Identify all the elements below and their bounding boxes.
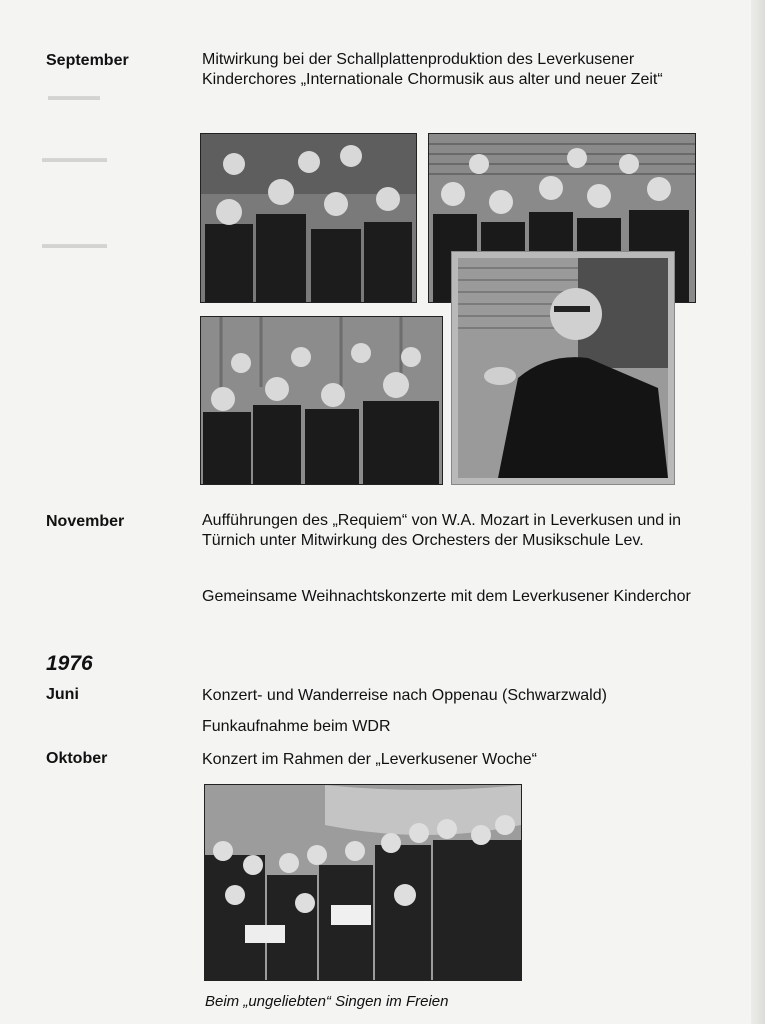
choir-photo-3-image: [201, 317, 442, 484]
conductor-photo: [452, 252, 674, 484]
choir-photo-3: [200, 316, 443, 485]
outdoor-choir-photo-image: [205, 785, 521, 980]
month-juni: Juni: [46, 686, 79, 703]
month-november: November: [46, 513, 125, 530]
choir-photo-1-image: [201, 134, 416, 302]
november-text-2: Gemeinsame Weihnachtskonzerte mit dem Leverkusener Kinderchor: [202, 588, 691, 605]
photo-caption: Beim „ungeliebten“ Singen im Freien: [205, 993, 449, 1010]
juni-text-2: Funkaufnahme beim WDR: [202, 718, 391, 735]
bleed-through: ▬▬▬▬▬: [42, 236, 107, 251]
bleed-through: ▬▬▬▬: [48, 88, 100, 103]
bleed-through: ▬▬▬▬▬: [42, 150, 107, 165]
conductor-photo-image: [458, 258, 668, 478]
month-oktober: Oktober: [46, 750, 108, 767]
outdoor-choir-photo: [204, 784, 522, 981]
september-text: Mitwirkung bei der Schallplattenproduktion des Leverkusener Kinderchores „Internationale Chormusik aus alter und neuer Zeit“: [202, 51, 663, 88]
page-edge: [751, 0, 765, 1024]
choir-photo-1: [200, 133, 417, 303]
month-september: September: [46, 52, 129, 69]
oktober-text: Konzert im Rahmen der „Leverkusener Woche“: [202, 751, 537, 768]
juni-text-1: Konzert- und Wanderreise nach Oppenau (Schwarzwald): [202, 687, 607, 704]
november-text-1: Aufführungen des „Requiem“ von W.A. Mozart in Leverkusen und in Türnich unter Mitwirkung des Orchesters der Musikschule Lev.: [202, 512, 682, 549]
year-heading: 1976: [46, 652, 93, 675]
